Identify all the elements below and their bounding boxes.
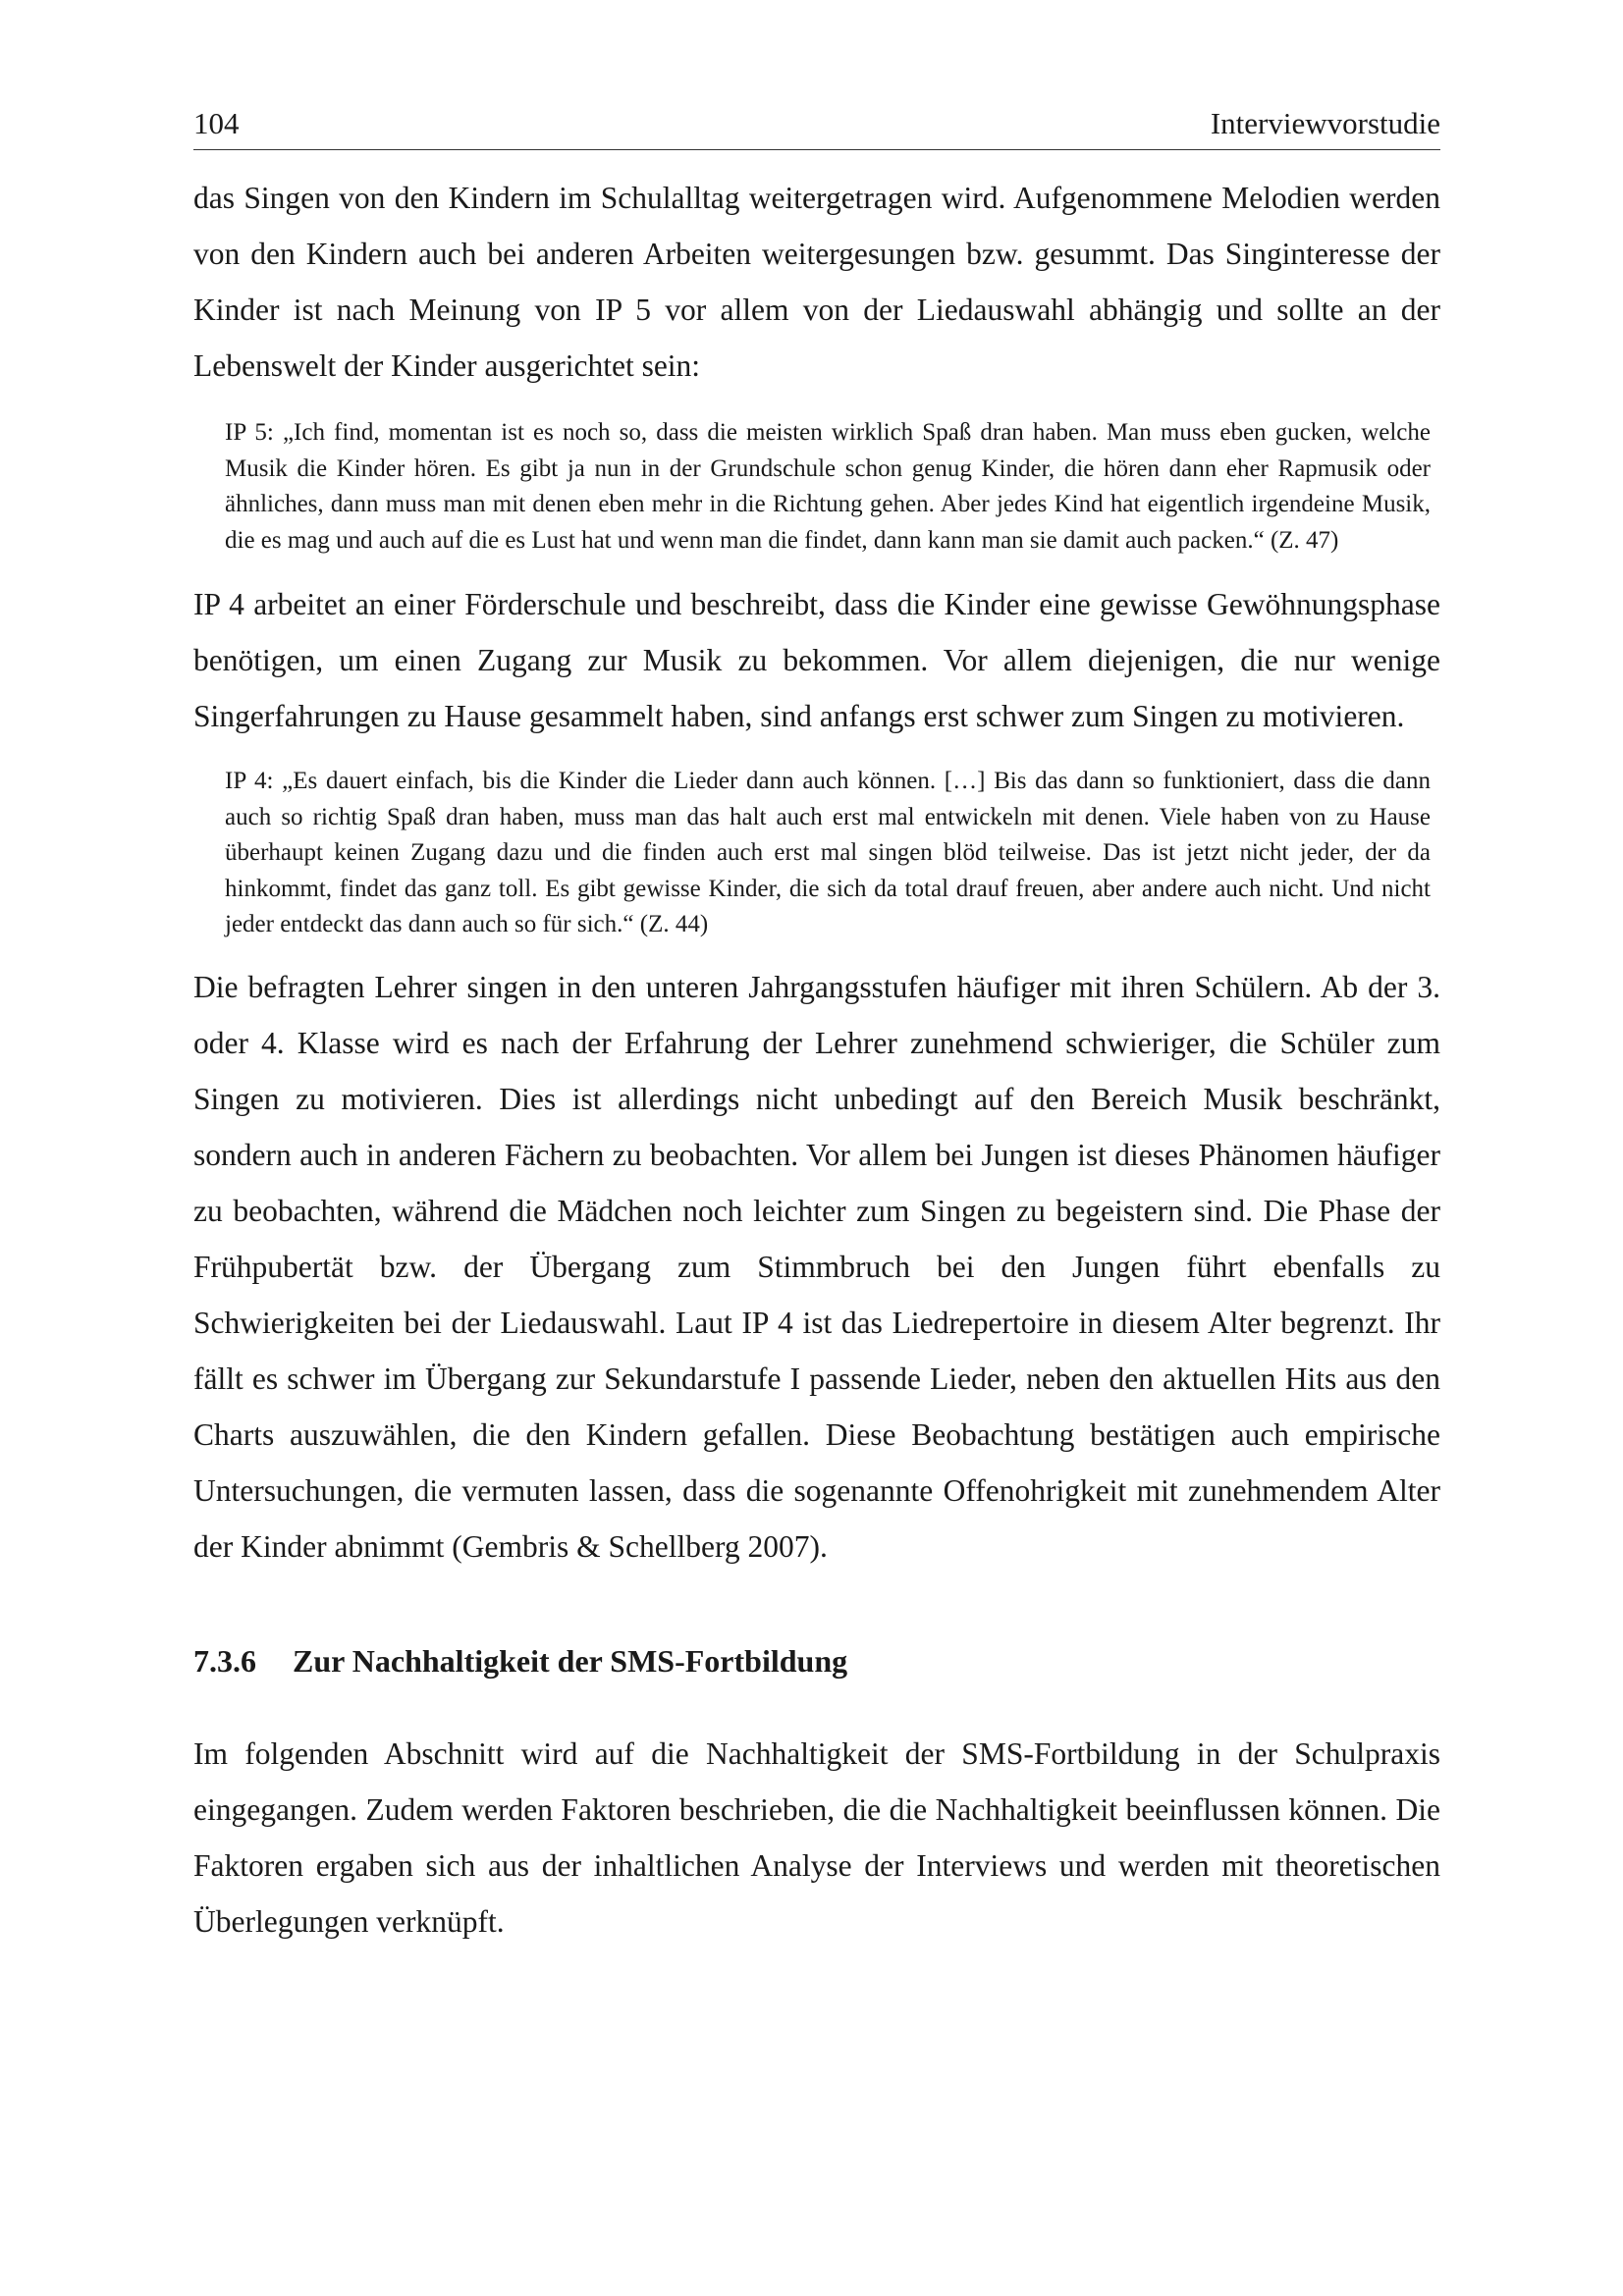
interview-quote-ip4: IP 4: „Es dauert einfach, bis die Kinder die Lieder dann auch können. […] Bis das dann so funktioniert, dass die dann auch so richtig Spaß dran haben, muss man das halt auch erst mal entwickeln mit denen. Viele haben von zu Hause überhaupt keinen Zugang dazu und die finden auch erst mal singen blöd teilweise. Das ist jetzt nicht jeder, der da hinkommt, findet das ganz toll. Es gibt gewisse Kinder, die sich da total drauf freuen, aber andere auch nicht. Und nicht jeder entdeckt das dann auch so für sich.“ (Z. 44): [225, 768, 1431, 937]
section-title: Zur Nachhaltigkeit der SMS-Fortbildung: [293, 1642, 848, 1679]
interview-quote-ip5: IP 5: „Ich find, momentan ist es noch so, dass die meisten wirklich Spaß dran haben. Man muss eben gucken, welche Musik die Kinder hören. Es gibt ja nun in der Grundschule schon genug Kinder, die hören dann eher Rapmusik oder ähnliches, dann muss man mit denen eben mehr in die Richtung gehen. Aber jedes Kind hat eigentlich irgendeine Musik, die es mag und auch auf die es Lust hat und wenn man die findet, dann kann man sie damit auch packen.“ (Z. 47): [225, 419, 1431, 554]
document-page: [193, 106, 1440, 1949]
page-number: 104: [193, 106, 240, 140]
running-title: Interviewvorstudie: [1210, 106, 1440, 140]
body-paragraph-2: IP 4 arbeitet an einer Förderschule und beschreibt, dass die Kinder eine gewisse Gewöhnungsphase benötigen, um einen Zugang zur Musik zu bekommen. Vor allem diejenigen, die nur wenige Singerfahrungen zu Hause gesammelt haben, sind anfangs erst schwer zum Singen zu motivieren.: [193, 587, 1440, 733]
running-header: [193, 106, 1440, 150]
section-heading: [193, 1641, 1440, 1681]
body-paragraph-4: Im folgenden Abschnitt wird auf die Nachhaltigkeit der SMS-Fortbildung in der Schulpraxis eingegangen. Zudem werden Faktoren beschrieben, die die Nachhaltigkeit beeinflussen können. Die Faktoren ergaben sich aus der inhaltlichen Analyse der Interviews und werden mit theoretischen Überlegungen verknüpft.: [193, 1735, 1440, 1939]
body-paragraph-3: Die befragten Lehrer singen in den unteren Jahrgangsstufen häufiger mit ihren Schülern. Ab der 3. oder 4. Klasse wird es nach der Erfahrung der Lehrer zunehmend schwieriger, die Schüler zum Singen zu motivieren. Dies ist allerdings nicht unbedingt auf den Bereich Musik beschränkt, sondern auch in anderen Fächern zu beobachten. Vor allem bei Jungen ist dieses Phänomen häufiger zu beobachten, während die Mädchen noch leichter zum Singen zu begeistern sind. Die Phase der Frühpubertät bzw. der Übergang zum Stimmbruch bei den Jungen führt ebenfalls zu Schwierigkeiten bei der Liedauswahl. Laut IP 4 ist das Liedrepertoire in diesem Alter begrenzt. Ihr fällt es schwer im Übergang zur Sekundarstufe I passende Lieder, neben den aktuellen Hits aus den Charts auszuwählen, die den Kindern gefallen. Diese Beobachtung bestätigen auch empirische Untersuchungen, die vermuten lassen, dass die sogenannte Offenohrigkeit mit zunehmendem Alter der Kinder abnimmt (Gembris & Schellberg 2007).: [193, 969, 1440, 1564]
body-paragraph-1: das Singen von den Kindern im Schulalltag weitergetragen wird. Aufgenommene Melodien werden von den Kindern auch bei anderen Arbeiten weitergesungen bzw. gesummt. Das Singinteresse der Kinder ist nach Meinung von IP 5 vor allem von der Liedauswahl abhängig und sollte an der Lebenswelt der Kinder ausgerichtet sein:: [193, 181, 1440, 383]
section-number: 7.3.6: [193, 1642, 256, 1679]
